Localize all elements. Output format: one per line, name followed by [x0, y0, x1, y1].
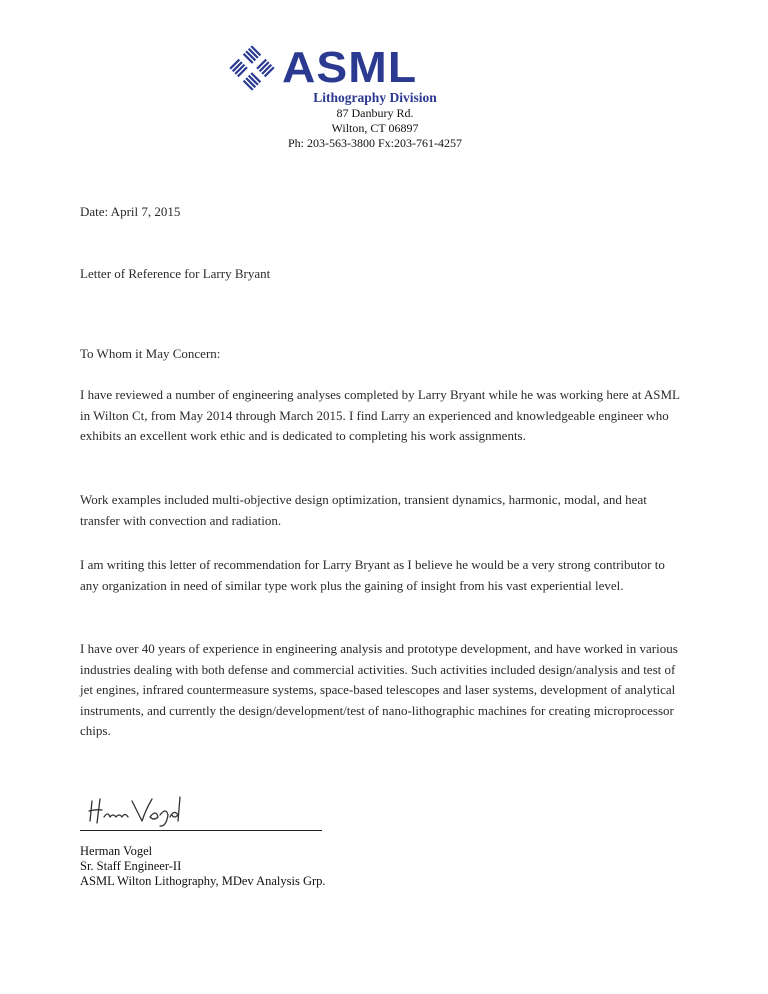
- signer-title: Sr. Staff Engineer-II: [80, 859, 182, 873]
- asml-logo-mark-icon: [228, 44, 276, 92]
- salutation: To Whom it May Concern:: [80, 346, 221, 361]
- signature-line: [80, 830, 322, 831]
- letter-subject: Letter of Reference for Larry Bryant: [80, 266, 271, 281]
- paragraph-4: I have over 40 years of experience in engineering analysis and prototype development, and have worked in various industries dealing with both defense and commercial activities. Such activities included design/analysis and test of jet engines, infrared countermeasure systems, space-based telescopes and laser systems, development of analytical instruments, and currently the design/development/test of nano-lithographic machines for creating microprocessor chips.: [80, 641, 678, 738]
- signer-name: Herman Vogel: [80, 844, 153, 858]
- handwritten-signature: [86, 793, 186, 829]
- signature-block: [80, 844, 326, 889]
- division-name: Lithography Division: [313, 90, 437, 105]
- letterhead: [260, 90, 490, 151]
- asml-logo: [228, 43, 418, 92]
- street-address: 87 Danbury Rd.: [336, 106, 414, 120]
- signer-organization: ASML Wilton Lithography, MDev Analysis Grp.: [80, 874, 326, 888]
- logo-wordmark: ASML: [282, 43, 418, 92]
- paragraph-2: Work examples included multi-objective design optimization, transient dynamics, harmonic, modal, and heat transfer with convection and radiation.: [80, 492, 647, 528]
- city-address: Wilton, CT 06897: [331, 121, 419, 135]
- phone-fax: Ph: 203-563-3800 Fx:203-761-4257: [288, 136, 462, 150]
- paragraph-1: I have reviewed a number of engineering analyses completed by Larry Bryant while he was working here at ASML in Wilton Ct, from May 2014 through March 2015. I find Larry an experienced and knowledgeable engineer who exhibits an excellent work ethic and is dedicated to completing his work assignments.: [80, 387, 680, 443]
- letter-date: Date: April 7, 2015: [80, 204, 181, 219]
- paragraph-3: I am writing this letter of recommendation for Larry Bryant as I believe he would be a very strong contributor to any organization in need of similar type work plus the gaining of insight from his vast experiential level.: [80, 557, 665, 593]
